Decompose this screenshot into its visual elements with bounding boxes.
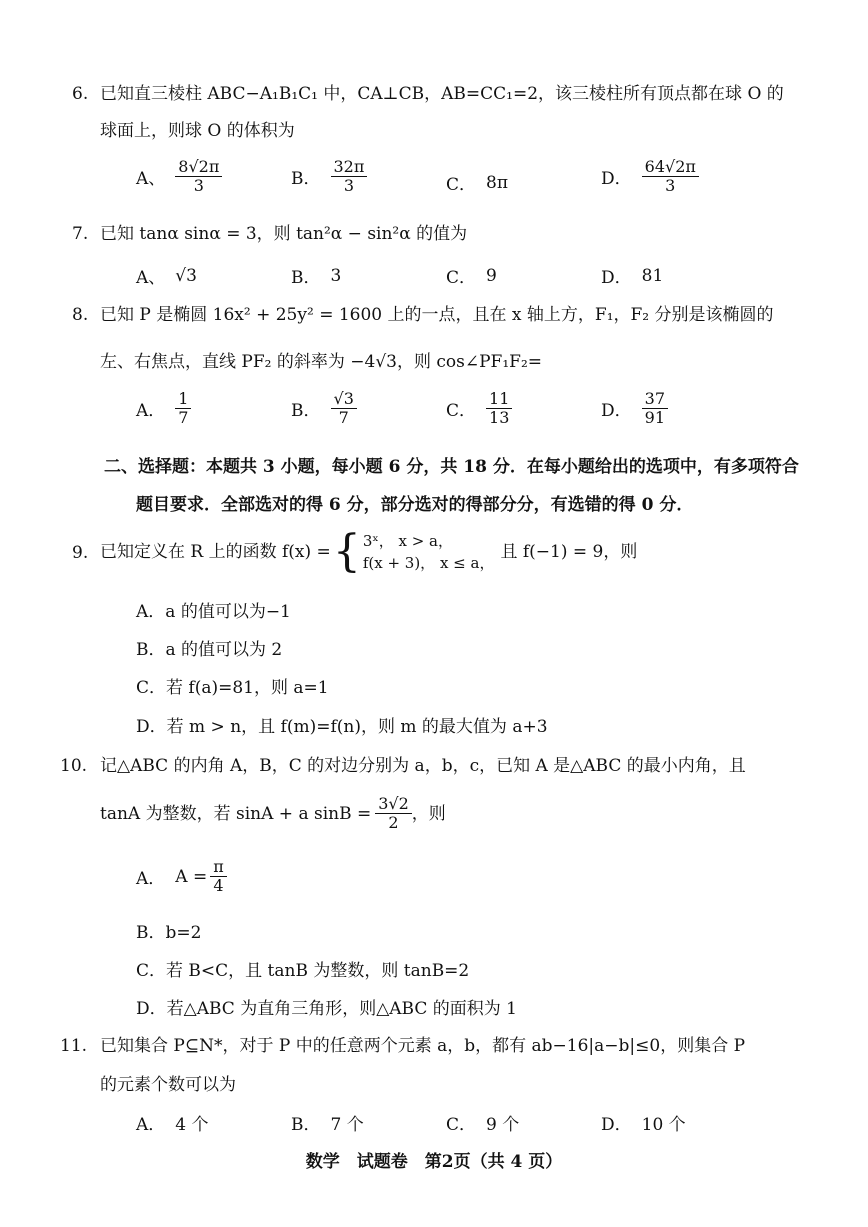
question-text-line2: tanA 为整数，若 sinA + a sinB = bbox=[100, 803, 372, 824]
denominator: 7 bbox=[178, 408, 189, 428]
fraction bbox=[642, 390, 668, 428]
option-b bbox=[291, 390, 357, 428]
question-number: 6. bbox=[72, 84, 89, 104]
option-letter: A． bbox=[136, 401, 166, 422]
option-a bbox=[136, 1110, 209, 1135]
option-letter: D． bbox=[601, 169, 632, 190]
numerator: 32π bbox=[331, 158, 368, 177]
denominator: 3 bbox=[343, 176, 355, 196]
denominator: 7 bbox=[338, 408, 349, 428]
option-letter: C． bbox=[446, 1115, 477, 1135]
left-brace: { bbox=[332, 526, 361, 577]
option-text: 3 bbox=[330, 265, 342, 286]
numerator: √3 bbox=[331, 390, 357, 409]
numerator: 37 bbox=[642, 390, 668, 409]
question-number: 9. bbox=[72, 543, 89, 563]
option-c bbox=[446, 1110, 519, 1135]
question-9-option-b: B．a 的值可以为 2 bbox=[136, 640, 283, 660]
question-number: 10. bbox=[60, 756, 88, 776]
option-b bbox=[291, 263, 341, 288]
fraction bbox=[331, 390, 357, 428]
numerator: 1 bbox=[175, 390, 191, 409]
option-letter: D． bbox=[601, 1115, 632, 1135]
fraction bbox=[642, 158, 699, 196]
question-9-option-c: C．若 f(a)=81，则 a=1 bbox=[136, 678, 329, 698]
question-10-line2 bbox=[100, 795, 446, 833]
option-text: A = bbox=[175, 866, 208, 887]
option-b bbox=[291, 158, 367, 196]
option-letter: B． bbox=[291, 169, 321, 190]
option-letter: C． bbox=[446, 401, 477, 422]
question-8 bbox=[72, 303, 774, 327]
fraction bbox=[175, 158, 222, 196]
question-9-option-d: D．若 m > n，且 f(m)=f(n)，则 m 的最大值为 a+3 bbox=[136, 717, 548, 737]
fraction bbox=[331, 158, 368, 196]
option-d bbox=[601, 390, 668, 428]
question-8-line2 bbox=[100, 350, 542, 374]
question-text-line1: 已知直三棱柱 ABC−A₁B₁C₁ 中，CA⊥CB，AB=CC₁=2，该三棱柱所有顶点都在球 O 的 bbox=[100, 84, 784, 104]
denominator: 13 bbox=[489, 408, 510, 428]
question-text: 已知 tanα sinα = 3，则 tan²α − sin²α 的值为 bbox=[100, 224, 468, 244]
option-letter: A、 bbox=[136, 268, 166, 288]
numerator: 8√2π bbox=[175, 158, 222, 177]
option-letter: B． bbox=[291, 268, 321, 288]
numerator: 11 bbox=[486, 390, 512, 409]
question-10-option-d: D．若△ABC 为直角三角形，则△ABC 的面积为 1 bbox=[136, 999, 517, 1019]
question-text-suffix: ，则 bbox=[411, 803, 446, 824]
question-text-line2: 左、右焦点，直线 PF₂ 的斜率为 −4√3，则 cos∠PF₁F₂= bbox=[100, 352, 542, 372]
question-text-suffix: 且 f(−1) = 9，则 bbox=[500, 542, 638, 562]
option-a bbox=[136, 390, 191, 428]
question-text-line2: 球面上，则球 O 的体积为 bbox=[100, 121, 295, 141]
option-letter: C． bbox=[446, 175, 477, 195]
fraction bbox=[375, 795, 412, 833]
option-letter: C． bbox=[446, 268, 477, 288]
option-letter: A． bbox=[136, 869, 166, 890]
option-letter: B． bbox=[291, 1115, 321, 1135]
question-11 bbox=[60, 1034, 746, 1058]
option-text: 9 bbox=[486, 265, 497, 286]
question-10-option-c: C．若 B<C，且 tanB 为整数，则 tanB=2 bbox=[136, 961, 470, 981]
numerator: 64√2π bbox=[642, 158, 699, 177]
option-text: 8π bbox=[486, 172, 509, 193]
question-6 bbox=[72, 82, 784, 106]
question-9-option-a: A．a 的值可以为−1 bbox=[136, 602, 291, 622]
option-text: √3 bbox=[175, 265, 197, 286]
denominator: 2 bbox=[388, 813, 399, 833]
option-letter: A、 bbox=[136, 169, 166, 190]
denominator: 91 bbox=[644, 408, 665, 428]
question-text-line2: 的元素个数可以为 bbox=[100, 1075, 236, 1095]
option-letter: A． bbox=[136, 1115, 166, 1135]
option-c bbox=[446, 263, 497, 288]
question-text-line1: 已知 P 是椭圆 16x² + 25y² = 1600 上的一点，且在 x 轴上方，F₁，F₂ 分别是该椭圆的 bbox=[100, 305, 774, 325]
question-10-option-a bbox=[136, 858, 227, 896]
question-text-line1: 记△ABC 的内角 A，B，C 的对边分别为 a，b，c，已知 A 是△ABC 的最小内角，且 bbox=[100, 756, 746, 776]
question-6-line2 bbox=[100, 119, 295, 143]
option-a bbox=[136, 263, 197, 288]
option-text: 9 个 bbox=[486, 1115, 520, 1135]
numerator: π bbox=[210, 858, 227, 877]
option-d bbox=[601, 263, 663, 288]
question-number: 7. bbox=[72, 224, 89, 244]
question-text-prefix: 已知定义在 R 上的函数 f(x) = bbox=[100, 542, 331, 562]
question-text-line1: 已知集合 P⊆N*，对于 P 中的任意两个元素 a，b，都有 ab−16|a−b|≤0，则集合 P bbox=[100, 1036, 746, 1056]
fraction bbox=[175, 390, 191, 428]
question-7 bbox=[72, 222, 468, 246]
option-b bbox=[291, 1110, 364, 1135]
option-letter: D． bbox=[601, 401, 632, 422]
option-text: 4 个 bbox=[175, 1115, 209, 1135]
fraction bbox=[210, 858, 227, 896]
option-d bbox=[601, 158, 699, 196]
option-text: 7 个 bbox=[330, 1115, 364, 1135]
denominator: 3 bbox=[193, 176, 204, 196]
option-letter: D． bbox=[601, 268, 632, 288]
case-2: f(x + 3)， x ≤ a， bbox=[362, 554, 495, 572]
page-footer: 数学 试题卷 第2页（共 4 页） bbox=[305, 1152, 563, 1172]
section-2-heading: 二、选择题：本题共 3 小题，每小题 6 分，共 18 分．在每小题给出的选项中，有多项符合 bbox=[104, 457, 799, 477]
option-text: 10 个 bbox=[641, 1115, 686, 1135]
option-a bbox=[136, 158, 222, 196]
cases bbox=[363, 530, 495, 574]
denominator: 4 bbox=[213, 876, 224, 896]
option-c bbox=[446, 170, 508, 195]
piecewise-function bbox=[331, 526, 495, 577]
question-10 bbox=[60, 754, 746, 778]
question-number: 8. bbox=[72, 305, 89, 325]
option-text: 81 bbox=[641, 265, 664, 286]
numerator: 3√2 bbox=[375, 795, 412, 814]
case-1: 3ˣ， x > a， bbox=[362, 532, 453, 550]
question-11-line2 bbox=[100, 1073, 236, 1097]
section-2-instructions: 题目要求．全部选对的得 6 分，部分选对的得部分分，有选错的得 0 分． bbox=[136, 495, 694, 515]
question-9 bbox=[72, 526, 638, 577]
option-d bbox=[601, 1110, 686, 1135]
option-c bbox=[446, 390, 512, 428]
option-letter: B． bbox=[291, 401, 321, 422]
question-10-option-b: B．b=2 bbox=[136, 923, 202, 943]
denominator: 3 bbox=[665, 176, 676, 196]
question-number: 11. bbox=[60, 1036, 88, 1056]
fraction bbox=[486, 390, 512, 428]
